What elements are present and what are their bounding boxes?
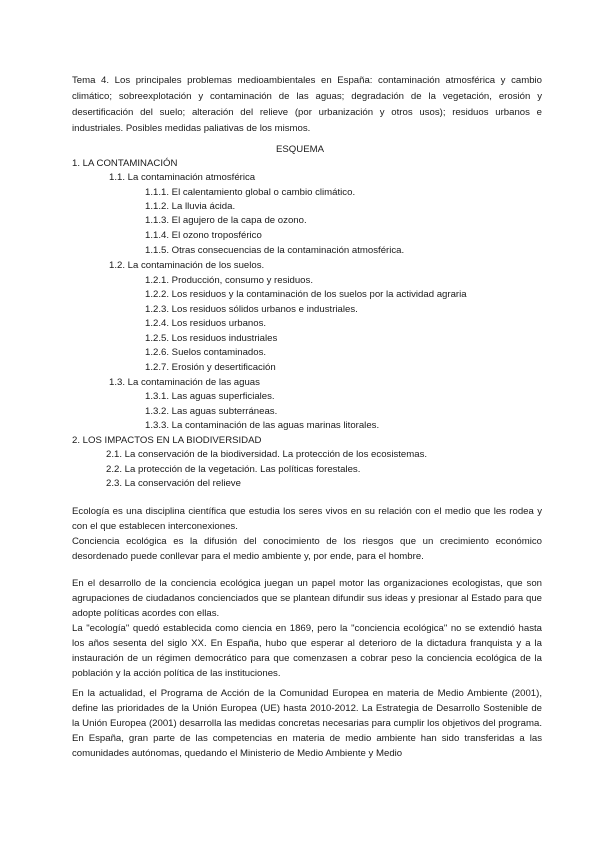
outline-subsection: 2.1. La conservación de la biodiversidad. La protección de los ecosistemas. [106, 449, 428, 460]
topic-title: Tema 4. Los principales problemas medioambientales en España: contaminación atmosférica y cambio climático; sobreexplotación y contaminación de las aguas; degradación de la vegetación, erosión y desertificación del suelo; alteración del relieve (por urbanización y otros usos); residuos urbanos e industriales. Posibles medidas paliativas de los mismos. [72, 75, 542, 134]
outline-item: 1.2.7. Erosión y desertificación [145, 362, 276, 373]
outline-item: 1.2.5. Los residuos industriales [145, 333, 278, 344]
definitions-block [72, 504, 542, 564]
outline-item: 1.2.2. Los residuos y la contaminación de los suelos por la actividad agraria [145, 289, 467, 300]
outline-subsection: 2.3. La conservación del relieve [106, 478, 241, 489]
outline-subsection: 1.1. La contaminación atmosférica [109, 172, 256, 183]
outline-section: 1. LA CONTAMINACIÓN [72, 158, 178, 169]
history-block [72, 576, 542, 681]
outline-subsection: 2.2. La protección de la vegetación. Las políticas forestales. [106, 464, 361, 475]
outline-item: 1.3.2. Las aguas subterráneas. [145, 406, 278, 417]
outline-item: 1.1.5. Otras consecuencias de la contaminación atmosférica. [145, 245, 405, 256]
outline-item: 1.1.1. El calentamiento global o cambio climático. [145, 187, 356, 198]
outline-item: 1.2.3. Los residuos sólidos urbanos e industriales. [145, 304, 358, 315]
esquema-heading: ESQUEMA [276, 144, 324, 155]
paragraph-ecologia: Ecología es una disciplina científica que estudia los seres vivos en su relación con el medio que les rodea y con el que establecen interconexiones. [72, 506, 542, 532]
outline-item: 1.1.4. El ozono troposférico [145, 230, 262, 241]
outline-subsection: 1.2. La contaminación de los suelos. [109, 260, 265, 271]
outline-item: 1.3.1. Las aguas superficiales. [145, 391, 275, 402]
outline-item: 1.3.3. La contaminación de las aguas marinas litorales. [145, 420, 380, 431]
outline-subsection: 1.3. La contaminación de las aguas [109, 377, 260, 388]
outline-item: 1.2.6. Suelos contaminados. [145, 347, 267, 358]
current-block [72, 686, 542, 761]
outline-item: 1.2.1. Producción, consumo y residuos. [145, 275, 313, 286]
paragraph-historia: La "ecología" quedó establecida como ciencia en 1869, pero la "conciencia ecológica" no se extendió hasta los años sesenta del siglo XX. En España, hubo que esperar al deterioro de la dictadura franquista y a la instauración de un régimen democrático para que comenzasen a cobrar peso la conciencia ecológica de la población y la acción política de las instituciones. [72, 623, 542, 679]
paragraph-conciencia: Conciencia ecológica es la difusión del conocimiento de los riesgos que un crecimiento económico desordenado puede conllevar para el medio ambiente y, por ende, para el hombre. [72, 536, 542, 562]
outline-item: 1.1.3. El agujero de la capa de ozono. [145, 215, 307, 226]
paragraph-actualidad: En la actualidad, el Programa de Acción de la Comunidad Europea en materia de Medio Ambiente (2001), define las prioridades de la Unión Europea (UE) hasta 2010-2012. La Estrategia de Desarrollo Sostenible de la Unión Europea (2001) desarrolla las medidas concretas necesarias para cumplir los objetivos del programa. En España, gran parte de las competencias en materia de medio ambiente han sido transferidas a las comunidades autónomas, quedando el Ministerio de Medio Ambiente y Medio [72, 688, 542, 759]
outline-section: 2. LOS IMPACTOS EN LA BIODIVERSIDAD [72, 435, 262, 446]
outline-item: 1.1.2. La lluvia ácida. [145, 201, 236, 212]
outline-item: 1.2.4. Los residuos urbanos. [145, 318, 267, 329]
paragraph-organizaciones: En el desarrollo de la conciencia ecológica juegan un papel motor las organizaciones ecologistas, que son agrupaciones de ciudadanos concienciados que se plantean difundir sus ideas y presionar al Estado para que adopte políticas acordes con ellas. [72, 578, 542, 619]
